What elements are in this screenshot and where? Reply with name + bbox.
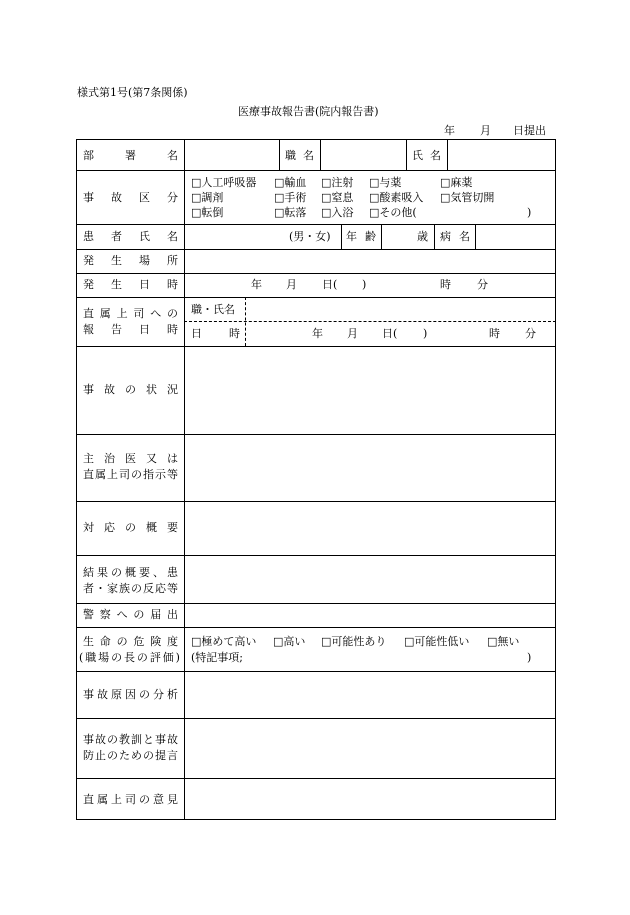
option-medication[interactable]: □与薬 — [369, 176, 402, 189]
report-close: ) — [423, 327, 428, 340]
sex-selector[interactable]: (男・女) — [289, 230, 331, 243]
lesson-field[interactable] — [186, 720, 554, 776]
label-lesson-line2: 防 止 の た め の 提 言 — [83, 749, 178, 762]
cell-divider — [341, 224, 342, 249]
report-minute: 分 — [525, 327, 536, 340]
row-divider — [76, 434, 556, 435]
form-number: 様式第1号(第7条関係) — [77, 86, 188, 99]
option-narcotics[interactable]: □麻薬 — [440, 176, 473, 189]
report-date-label-hour: 時 — [229, 327, 240, 340]
cell-divider — [434, 224, 435, 249]
label-instruct-line2: 直 属 上 司 の 指 示 等 — [83, 468, 178, 481]
police-field[interactable] — [186, 605, 554, 625]
option-bathing[interactable]: □入浴 — [321, 206, 354, 219]
option-surgery[interactable]: □手術 — [274, 191, 307, 204]
label-police: 警 察 へ の 届 出 — [83, 608, 178, 621]
label-supervisor: 直 属 上 司 の 意 見 — [83, 793, 178, 806]
option-fall-over[interactable]: □転倒 — [191, 206, 224, 219]
label-report-line2: 報 告 日 時 — [83, 323, 178, 336]
danger-special-label: (特記事項; — [191, 651, 243, 664]
danger-option-high[interactable]: □高い — [273, 635, 306, 648]
label-column-divider — [184, 139, 185, 820]
label-situation: 事 故 の 状 況 — [83, 383, 178, 396]
disease-label: 病 名 — [440, 230, 470, 243]
row-divider — [76, 170, 556, 171]
row-divider — [76, 603, 556, 604]
date-month: 月 — [480, 124, 491, 137]
option-injection[interactable]: □注射 — [321, 176, 354, 189]
option-ventilator[interactable]: □人工呼吸器 — [191, 176, 257, 189]
place-field[interactable] — [186, 251, 554, 271]
label-datetime: 発 生 日 時 — [83, 278, 178, 291]
label-response: 対 応 の 概 要 — [83, 521, 178, 534]
danger-option-possible[interactable]: □可能性あり — [321, 635, 387, 648]
occ-year: 年 — [251, 278, 262, 291]
row-divider — [76, 346, 556, 347]
report-month: 月 — [347, 327, 358, 340]
report-year: 年 — [312, 327, 323, 340]
option-suffocation[interactable]: □窒息 — [321, 191, 354, 204]
label-category: 事 故 区 分 — [83, 191, 178, 204]
date-year: 年 — [444, 124, 455, 137]
option-other-close: ) — [527, 206, 532, 219]
label-instruct-line1: 主 治 医 又 は — [83, 452, 178, 465]
row-divider — [76, 501, 556, 502]
label-result-line1: 結 果 の 概 要 、 患 — [83, 566, 178, 579]
label-result-line2: 者 ・ 家 族 の 反 応 等 — [83, 582, 178, 595]
option-transfusion[interactable]: □輸血 — [274, 176, 307, 189]
option-fall-down[interactable]: □転落 — [274, 206, 307, 219]
label-patient-name: 患 者 氏 名 — [83, 230, 178, 243]
age-label: 年 齢 — [346, 230, 376, 243]
danger-option-none[interactable]: □無い — [487, 635, 520, 648]
cell-divider — [475, 224, 476, 249]
report-date-label-day: 日 — [191, 327, 202, 340]
cell-divider — [406, 139, 407, 170]
age-unit: 歳 — [417, 230, 428, 243]
occ-month: 月 — [286, 278, 297, 291]
danger-option-low[interactable]: □可能性低い — [404, 635, 470, 648]
row-divider — [76, 224, 556, 225]
danger-special-close: ) — [527, 651, 532, 664]
row-divider — [76, 718, 556, 719]
row-divider — [76, 555, 556, 556]
form-title: 医療事故報告書(院内報告書) — [238, 105, 379, 118]
occ-day: 日( — [322, 278, 338, 291]
row-divider — [76, 627, 556, 628]
report-dashed-divider — [184, 321, 556, 322]
name-label: 氏 名 — [412, 149, 441, 162]
label-lesson-line1: 事 故 の 教 訓 と 事 故 — [83, 733, 178, 746]
label-cause: 事 故 原 因 の 分 析 — [83, 688, 178, 701]
instruction-field[interactable] — [186, 436, 554, 499]
label-danger-line2: ( 職 場 の 長 の 評 価 ) — [79, 651, 180, 664]
cell-divider — [381, 224, 382, 249]
situation-field[interactable] — [186, 348, 554, 432]
label-report-line1: 直 属 上 司 へ の — [83, 307, 178, 320]
occ-hour: 時 — [440, 278, 451, 291]
result-field[interactable] — [186, 557, 554, 601]
report-hour: 時 — [489, 327, 500, 340]
supervisor-field[interactable] — [186, 780, 554, 818]
name-field[interactable] — [448, 142, 554, 168]
job-title-field[interactable] — [321, 142, 405, 168]
occ-close: ) — [362, 278, 367, 291]
occ-minute: 分 — [477, 278, 488, 291]
report-dashed-vertical — [245, 297, 246, 346]
row-divider — [76, 778, 556, 779]
department-field[interactable] — [184, 142, 279, 168]
label-danger-line1: 生 命 の 危 険 度 — [83, 635, 178, 648]
row-divider — [76, 273, 556, 274]
report-day: 日( — [382, 327, 398, 340]
option-tracheotomy[interactable]: □気管切開 — [440, 191, 495, 204]
row-divider — [76, 249, 556, 250]
row-divider — [76, 671, 556, 672]
row-divider — [76, 297, 556, 298]
option-other[interactable]: □その他( — [369, 206, 417, 219]
danger-option-very-high[interactable]: □極めて高い — [191, 635, 257, 648]
response-field[interactable] — [186, 503, 554, 553]
date-submitted: 日提出 — [513, 124, 546, 137]
option-dispensing[interactable]: □調剤 — [191, 191, 224, 204]
option-oxygen[interactable]: □酸素吸入 — [369, 191, 424, 204]
job-title-label: 職 名 — [285, 149, 314, 162]
label-department: 部 署 名 — [83, 149, 178, 162]
cell-divider — [279, 139, 280, 170]
label-place: 発 生 場 所 — [83, 254, 178, 267]
report-job-name-label: 職・氏名 — [191, 303, 235, 316]
cause-field[interactable] — [186, 673, 554, 716]
